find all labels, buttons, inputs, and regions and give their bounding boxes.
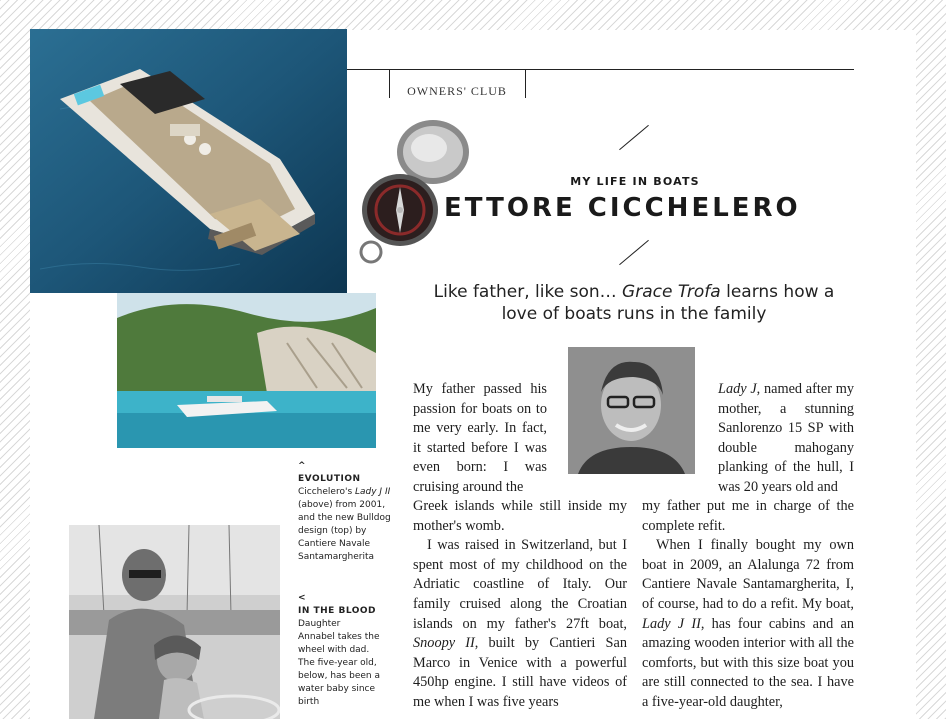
- coastline-yacht-photo: [117, 293, 376, 448]
- boat-name: Lady J II: [642, 615, 701, 632]
- body-column-1-top: [413, 380, 547, 498]
- caption-text-end: (above) from 2001, and the new Bulldog design (top) by Cantiere Navale Santamargherita: [298, 500, 391, 562]
- kicker: MY LIFE IN BOATS: [570, 175, 700, 188]
- caption-heading: IN THE BLOOD: [298, 606, 377, 616]
- body-text: When I finally bought my own boat in 2009, an Alalunga 72 from Cantiere Navale Santamargherita, I, of course, had to do a refit. My boat,: [642, 537, 854, 612]
- body-column-2: [642, 497, 854, 713]
- article-title: ETTORE CICCHELERO: [444, 193, 801, 223]
- caption-in-the-blood: [298, 592, 380, 709]
- body-text: I was raised in Switzerland, but I spent most of my childhood on the Adriatic coastline of Italy. Our family cruised along the Croatian islands on my father's 27ft boat,: [413, 537, 627, 632]
- body-text: , has four cabins and an amazing wooden interior with all the comforts, but with this size boat you are still connected to the sea. I have a five-year-old daughter,: [642, 615, 854, 710]
- body-paragraph: [642, 536, 854, 712]
- caption-body: [298, 486, 398, 564]
- body-paragraph: Greek islands while still inside my mother's womb.: [413, 498, 627, 534]
- caption-text: Cicchelero's: [298, 487, 355, 497]
- standfirst-text: Like father, like son…: [433, 282, 623, 302]
- caption-evolution: [298, 460, 398, 564]
- body-paragraph: my father put me in charge of the complete refit.: [642, 498, 854, 534]
- body-paragraph: My father passed his passion for boats on to me very early. In fact, it started before I was even born: I was cruising around the: [413, 381, 547, 495]
- caption-body: Daughter Annabel takes the wheel with dad. The five-year old, below, has been a water baby since birth: [298, 619, 380, 707]
- section-label: OWNERS' CLUB: [407, 84, 507, 98]
- body-text: , built by Cantieri San Marco in Venice with a powerful 450hp engine. I still have videos of me when I was five years: [413, 635, 627, 710]
- standfirst-author: Grace Trofa: [622, 282, 721, 302]
- caption-boat-name: Lady J II: [355, 487, 391, 497]
- caption-heading: EVOLUTION: [298, 474, 361, 484]
- body-text: , named after my mother, a stunning Sanlorenzo 15 SP with double mahogany planking of the hull, I was 20 years old and: [718, 381, 854, 495]
- yacht-aerial-photo: [30, 29, 347, 293]
- ettore-portrait-photo: [568, 347, 695, 474]
- body-paragraph: [413, 536, 627, 712]
- boat-name: Snoopy II: [413, 635, 475, 652]
- caption-arrow-up: ^: [298, 461, 306, 471]
- caption-arrow-left: <: [298, 593, 306, 603]
- body-paragraph: [718, 380, 854, 498]
- header-rule: [347, 69, 854, 70]
- boat-name: Lady J: [718, 381, 757, 397]
- body-column-1: [413, 497, 627, 713]
- standfirst-text-end: learns how a love of boats runs in the family: [501, 282, 835, 324]
- section-divider-right: [525, 70, 526, 98]
- body-column-2-top: [718, 380, 854, 498]
- father-daughter-photo: [69, 525, 280, 719]
- standfirst: [420, 281, 848, 325]
- compass-illustration: [355, 112, 475, 272]
